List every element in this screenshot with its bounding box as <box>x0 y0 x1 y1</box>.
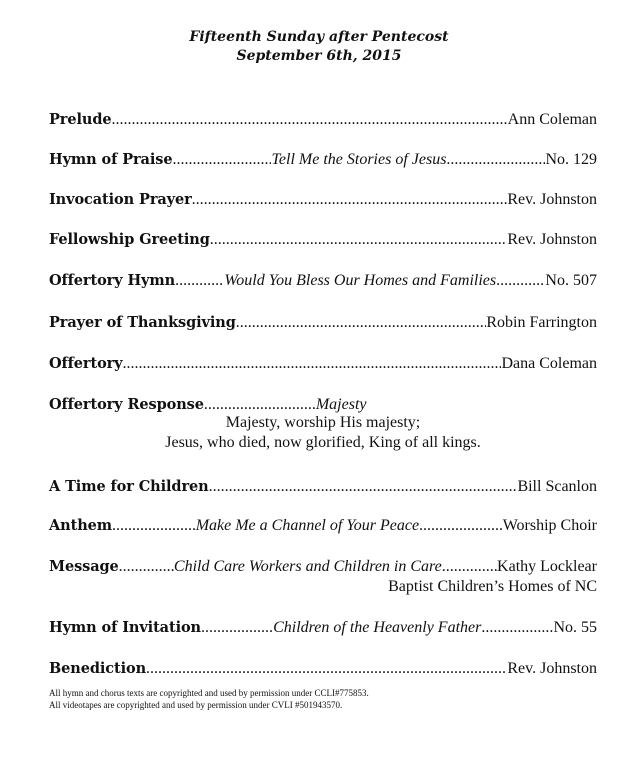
offertory-response-lyric-2: Jesus, who died, now glorified, King of all kings. <box>165 434 481 451</box>
time-for-children-leader: Bill Scanlon <box>517 478 597 495</box>
offertory-label: Offertory <box>49 355 123 372</box>
invocation-prayer-row <box>49 191 597 213</box>
bulletin-title: Fifteenth Sunday after Pentecost <box>189 29 449 45</box>
leader-dots <box>175 272 224 290</box>
time-for-children-row <box>49 478 597 500</box>
prayer-of-thanksgiving-row <box>49 314 597 336</box>
hymn-of-invitation-song: Children of the Heavenly Father <box>273 619 482 636</box>
offertory-performer: Dana Coleman <box>501 355 597 372</box>
hymn-of-praise-number: No. 129 <box>545 151 597 168</box>
offertory-hymn-row <box>49 272 597 294</box>
leader-dots <box>419 517 503 535</box>
prayer-of-thanksgiving-leader: Robin Farrington <box>486 314 597 331</box>
leader-dots <box>442 558 497 576</box>
leader-dots <box>496 272 545 290</box>
invocation-prayer-label: Invocation Prayer <box>49 191 192 208</box>
leader-dots <box>111 111 507 129</box>
message-title: Child Care Workers and Children in Care <box>173 558 442 575</box>
offertory-response-label: Offertory Response <box>49 396 204 413</box>
leader-dots <box>481 619 553 637</box>
offertory-hymn-number: No. 507 <box>545 272 597 289</box>
fellowship-greeting-leader: Rev. Johnston <box>507 231 597 248</box>
benediction-label: Benediction <box>49 660 147 677</box>
invocation-prayer-leader: Rev. Johnston <box>507 191 597 208</box>
leader-dots <box>192 191 508 209</box>
leader-dots <box>172 151 271 169</box>
hymn-of-praise-row <box>49 151 597 173</box>
leader-dots <box>146 660 507 678</box>
hymn-of-invitation-row <box>49 619 597 641</box>
anthem-performer: Worship Choir <box>502 517 597 534</box>
prelude-row <box>49 111 597 133</box>
leader-dots <box>209 478 518 496</box>
anthem-label: Anthem <box>49 517 113 534</box>
message-row <box>49 558 597 580</box>
prayer-of-thanksgiving-label: Prayer of Thanksgiving <box>49 314 236 331</box>
message-label: Message <box>49 558 119 575</box>
leader-dots <box>123 355 502 373</box>
fellowship-greeting-label: Fellowship Greeting <box>49 231 210 248</box>
leader-dots <box>236 314 487 332</box>
copyright-notice-ccli: All hymn and chorus texts are copyrighted and used by permission under CCLI#775853. <box>49 688 369 698</box>
leader-dots <box>446 151 545 169</box>
time-for-children-label: A Time for Children <box>49 478 209 495</box>
bulletin-date: September 6th, 2015 <box>236 48 402 64</box>
leader-dots <box>201 619 273 637</box>
anthem-row <box>49 517 597 539</box>
offertory-row <box>49 355 597 377</box>
offertory-response-song: Majesty <box>315 396 367 413</box>
prelude-label: Prelude <box>49 111 112 128</box>
anthem-song: Make Me a Channel of Your Peace <box>195 517 420 534</box>
copyright-notice-cvli: All videotapes are copyrighted and used by permission under CVLI #501943570. <box>49 700 343 710</box>
hymn-of-praise-song: Tell Me the Stories of Jesus <box>271 151 447 168</box>
leader-dots <box>112 517 196 535</box>
leader-dots <box>210 231 508 249</box>
leader-dots <box>119 558 174 576</box>
hymn-of-praise-label: Hymn of Praise <box>49 151 173 168</box>
message-speaker: Kathy Locklear <box>497 558 597 575</box>
message-speaker-affiliation: Baptist Children’s Homes of NC <box>388 578 597 595</box>
prelude-performer: Ann Coleman <box>507 111 597 128</box>
benediction-leader: Rev. Johnston <box>507 660 597 677</box>
hymn-of-invitation-number: No. 55 <box>553 619 597 636</box>
fellowship-greeting-row <box>49 231 597 253</box>
offertory-response-lyric-1: Majesty, worship His majesty; <box>225 414 421 431</box>
offertory-hymn-song: Would You Bless Our Homes and Families <box>224 272 497 289</box>
benediction-row <box>49 660 597 682</box>
offertory-hymn-label: Offertory Hymn <box>49 272 176 289</box>
leader-dots <box>204 396 316 414</box>
hymn-of-invitation-label: Hymn of Invitation <box>49 619 201 636</box>
